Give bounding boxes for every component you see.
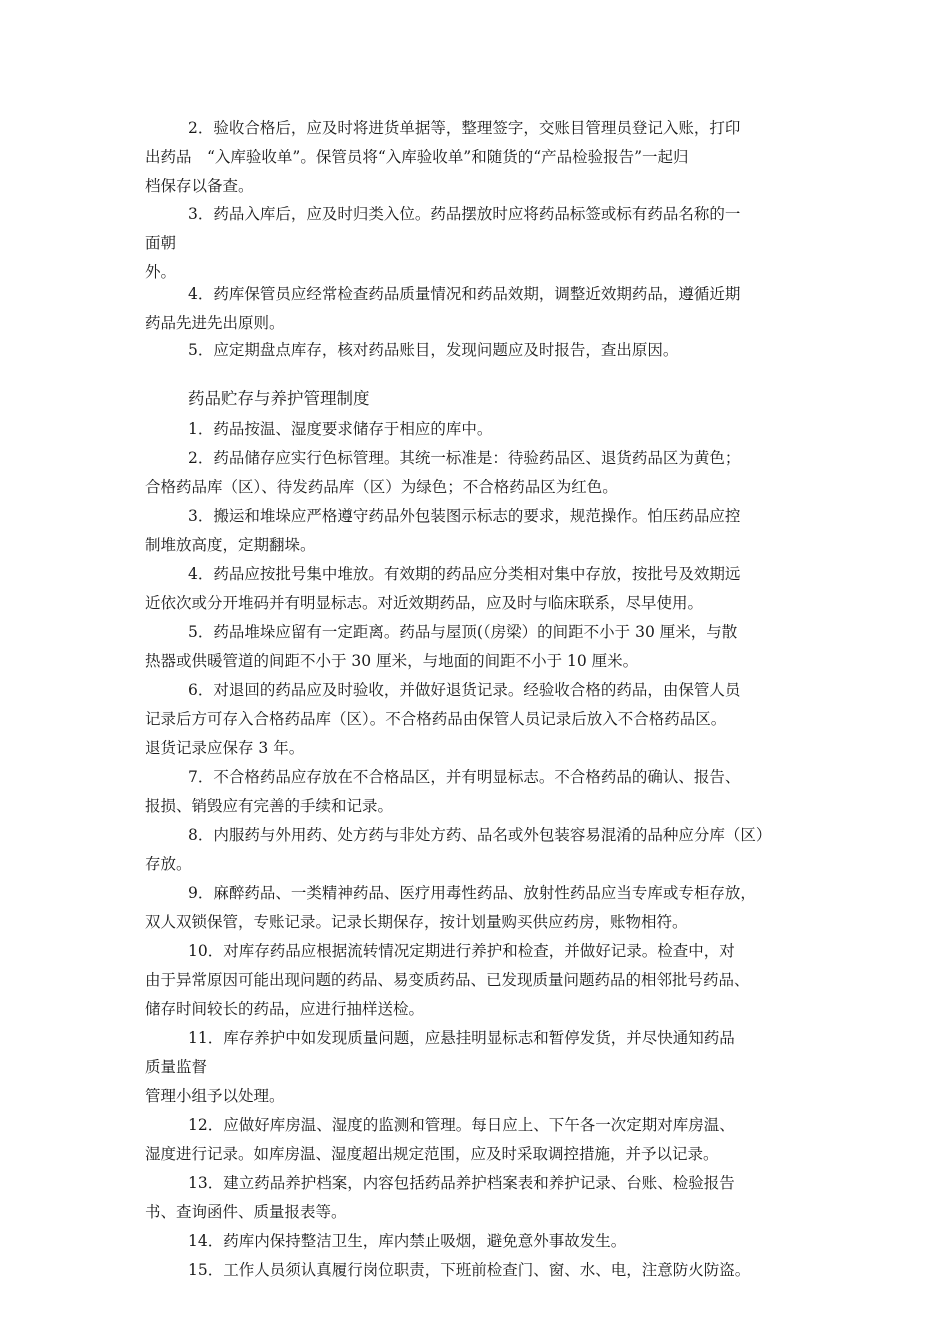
rule-item-5 <box>145 618 815 676</box>
text-line: 湿度进行记录。如库房温、湿度超出规定范围，应及时采取调控措施，并予以记录。 <box>145 1145 719 1163</box>
rule-item-14 <box>145 1227 815 1256</box>
section-heading: 药品贮存与养护管理制度 <box>188 389 370 408</box>
rule-item-7 <box>145 763 815 821</box>
paragraph-receiving-3 <box>145 200 815 287</box>
rule-item-15 <box>145 1256 815 1285</box>
paragraph-receiving-4 <box>145 280 815 338</box>
text-line: 8．内服药与外用药、处方药与非处方药、品名或外包装容易混淆的品种应分库（区） <box>188 826 772 844</box>
text-line: 报损、销毁应有完善的手续和记录。 <box>145 797 394 815</box>
text-line: 1．药品按温、湿度要求储存于相应的库中。 <box>188 420 493 438</box>
rule-item-6 <box>145 676 815 763</box>
text-line: 6．对退回的药品应及时验收，并做好退货记录。经验收合格的药品，由保管人员 <box>188 681 741 699</box>
text-line: 记录后方可存入合格药品库（区）。不合格药品由保管人员记录后放入不合格药品区。 <box>145 710 727 728</box>
text-line: 储存时间较长的药品，应进行抽样送检。 <box>145 1000 425 1018</box>
text-line: 出药品 “入库验收单”。保管员将“入库验收单”和随货的“产品检验报告”一起归 <box>145 148 689 166</box>
text-line: 由于异常原因可能出现问题的药品、易变质药品、已发现质量问题药品的相邻批号药品、 <box>145 971 750 989</box>
rule-item-3 <box>145 502 815 560</box>
storage-rules-list <box>145 415 815 1285</box>
text-line: 4．药库保管员应经常检查药品质量情况和药品效期，调整近效期药品，遵循近期 <box>188 285 741 303</box>
text-line: 质量监督 <box>145 1058 208 1076</box>
rule-item-10 <box>145 937 815 1024</box>
text-line: 5．药品堆垛应留有一定距离。药品与屋顶(（房梁）的间距不小于 30 厘米，与散 <box>188 623 738 641</box>
text-line: 5．应定期盘点库存，核对药品账目，发现问题应及时报告，查出原因。 <box>188 341 679 359</box>
text-line: 书、查询函件、质量报表等。 <box>145 1203 347 1221</box>
text-line: 10．对库存药品应根据流转情况定期进行养护和检查，并做好记录。检查中，对 <box>188 942 735 960</box>
text-line: 档保存以备查。 <box>145 177 254 195</box>
text-line: 面朝 <box>145 234 177 252</box>
rule-item-2 <box>145 444 815 502</box>
text-line: 管理小组予以处理。 <box>145 1087 285 1105</box>
text-line: 合格药品库（区）、待发药品库（区）为绿色；不合格药品区为红色。 <box>145 478 618 496</box>
text-line: 14．药库内保持整洁卫生，库内禁止吸烟，避免意外事故发生。 <box>188 1232 627 1250</box>
paragraph-receiving-5 <box>145 336 815 365</box>
text-line: 近依次或分开堆码并有明显标志。对近效期药品，应及时与临床联系，尽早使用。 <box>145 594 704 612</box>
text-line: 热器或供暖管道的间距不小于 30 厘米，与地面的间距不小于 10 厘米。 <box>145 652 639 670</box>
rule-item-8 <box>145 821 815 879</box>
text-line: 4．药品应按批号集中堆放。有效期的药品应分类相对集中存放，按批号及效期远 <box>188 565 741 583</box>
rule-item-11 <box>145 1024 815 1111</box>
text-line: 双人双锁保管，专账记录。记录长期保存，按计划量购买供应药房，账物相符。 <box>145 913 688 931</box>
text-line: 9．麻醉药品、一类精神药品、医疗用毒性药品、放射性药品应当专库或专柜存放， <box>188 884 756 902</box>
text-line: 15．工作人员须认真履行岗位职责，下班前检查门、窗、水、电，注意防火防盗。 <box>188 1261 751 1279</box>
text-line: 制堆放高度，定期翻垛。 <box>145 536 316 554</box>
text-line: 3．搬运和堆垛应严格遵守药品外包装图示标志的要求，规范操作。怕压药品应控 <box>188 507 741 525</box>
rule-item-1 <box>145 415 815 444</box>
text-line: 退货记录应保存 3 年。 <box>145 739 305 757</box>
rule-item-9 <box>145 879 815 937</box>
rule-item-4 <box>145 560 815 618</box>
text-line: 外。 <box>145 263 177 281</box>
text-line: 11．库存养护中如发现质量问题，应悬挂明显标志和暂停发货，并尽快通知药品 <box>188 1029 735 1047</box>
text-line: 药品先进先出原则。 <box>145 314 285 332</box>
text-line: 3．药品入库后，应及时归类入位。药品摆放时应将药品标签或标有药品名称的一 <box>188 205 741 223</box>
text-line: 7．不合格药品应存放在不合格品区，并有明显标志。不合格药品的确认、报告、 <box>188 768 741 786</box>
text-line: 2．验收合格后，应及时将进货单据等，整理签字，交账目管理员登记入账，打印 <box>188 119 741 137</box>
rule-item-12 <box>145 1111 815 1169</box>
rule-item-13 <box>145 1169 815 1227</box>
text-line: 12．应做好库房温、湿度的监测和管理。每日应上、下午各一次定期对库房温、 <box>188 1116 735 1134</box>
text-line: 存放。 <box>145 855 192 873</box>
paragraph-receiving-2 <box>145 114 815 201</box>
text-line: 13．建立药品养护档案，内容包括药品养护档案表和养护记录、台账、检验报告 <box>188 1174 735 1192</box>
text-line: 2．药品储存应实行色标管理。其统一标准是：待验药品区、退货药品区为黄色； <box>188 449 741 467</box>
